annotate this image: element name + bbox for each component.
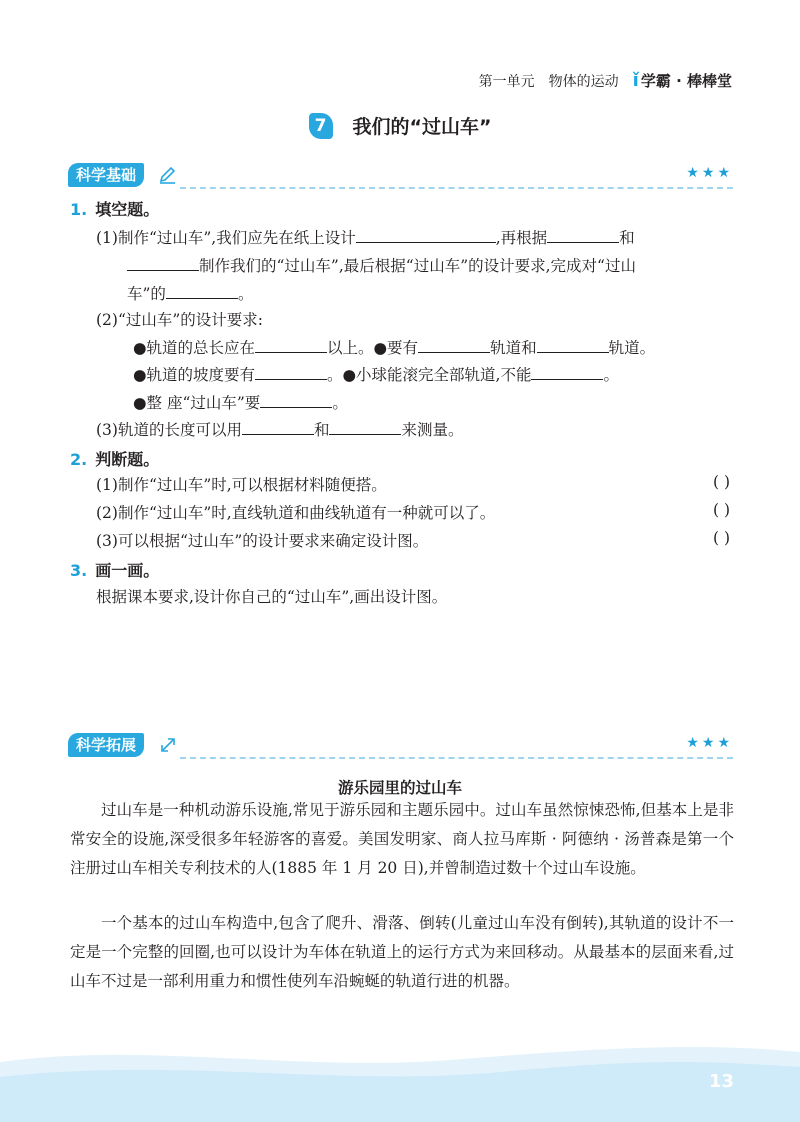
q1-part2-bullet1 bbox=[133, 336, 655, 358]
text: 轨道。 bbox=[608, 339, 656, 357]
q2-item-3: (3)可以根据“过山车”的设计要求来确定设计图。 bbox=[96, 532, 429, 550]
text: ●轨道的总长应在 bbox=[133, 339, 256, 357]
answer-parenthesis[interactable]: ( ) bbox=[712, 501, 730, 519]
chapter-label: 物体的运动 bbox=[548, 73, 619, 90]
brand-logo bbox=[633, 70, 732, 91]
expand-arrows-icon bbox=[158, 735, 178, 755]
q1-part1-line2 bbox=[127, 254, 636, 276]
text: 。 bbox=[332, 394, 348, 412]
reading-title: 游乐园里的过山车 bbox=[337, 779, 462, 797]
text: 车”的 bbox=[127, 285, 166, 303]
answer-parenthesis[interactable]: ( ) bbox=[712, 529, 730, 547]
section-extension-tag: 科学拓展 bbox=[68, 733, 144, 757]
text: (3)轨道的长度可以用 bbox=[96, 421, 242, 439]
difficulty-stars: ★★★ bbox=[686, 735, 733, 751]
lesson-title-row bbox=[0, 112, 800, 139]
question-1-title bbox=[70, 197, 159, 220]
answer-blank[interactable] bbox=[329, 418, 401, 435]
section-basic-tag: 科学基础 bbox=[68, 163, 144, 187]
difficulty-stars: ★★★ bbox=[686, 165, 733, 181]
section-divider bbox=[180, 187, 733, 189]
text: 以上。●要有 bbox=[327, 339, 419, 357]
text: (1)制作“过山车”,我们应先在纸上设计 bbox=[96, 229, 356, 247]
text: 制作我们的“过山车”,最后根据“过山车”的设计要求,完成对“过山 bbox=[199, 257, 636, 275]
unit-label: 第一单元 bbox=[478, 73, 535, 90]
reading-paragraph-1: 过山车是一种机动游乐设施,常见于游乐园和主题乐园中。过山车虽然惊悚恐怖,但基本上是非常安全的设施,深受很多年轻游客的喜爱。美国发明家、商人拉马库斯 · 阿德纳 · 汤普森是第一个注册过山车相关专利技术的人(1885 年 1 月 20 日),并曾制造过数十个过山车设施。 bbox=[70, 801, 734, 877]
text: 。 bbox=[603, 366, 619, 384]
text: 轨道和 bbox=[490, 339, 537, 357]
page-header bbox=[479, 70, 732, 91]
answer-parenthesis[interactable]: ( ) bbox=[712, 473, 730, 491]
section-divider bbox=[180, 757, 733, 759]
answer-blank[interactable] bbox=[166, 282, 238, 299]
answer-blank[interactable] bbox=[127, 254, 199, 271]
text: 来测量。 bbox=[401, 421, 464, 439]
lesson-title: 我们的“过山车” bbox=[352, 116, 492, 138]
text: 。 bbox=[237, 285, 254, 303]
drawing-area[interactable] bbox=[96, 612, 732, 722]
answer-blank[interactable] bbox=[537, 336, 609, 353]
page-number: 13 bbox=[708, 1071, 734, 1092]
question-number: 3. bbox=[70, 561, 88, 580]
q3-instruction: 根据课本要求,设计你自己的“过山车”,画出设计图。 bbox=[96, 588, 448, 606]
section-basic-bar bbox=[68, 163, 733, 189]
q2-item-2: (2)制作“过山车”时,直线轨道和曲线轨道有一种就可以了。 bbox=[96, 504, 496, 522]
text: 。●小球能滚完全部轨道,不能 bbox=[327, 366, 532, 384]
pencil-icon bbox=[158, 165, 178, 185]
q1-part2-bullet3 bbox=[133, 391, 348, 413]
question-heading: 判断题。 bbox=[95, 450, 160, 469]
lesson-number-badge: 7 bbox=[309, 113, 333, 139]
section-extension-bar bbox=[68, 733, 733, 759]
answer-blank[interactable] bbox=[531, 363, 603, 380]
brand-mark-icon: ǐ bbox=[632, 70, 639, 91]
text: 和 bbox=[619, 229, 635, 247]
answer-blank[interactable] bbox=[356, 226, 496, 243]
answer-blank[interactable] bbox=[255, 336, 327, 353]
q1-part3 bbox=[96, 418, 464, 440]
answer-blank[interactable] bbox=[255, 363, 327, 380]
question-number: 1. bbox=[70, 200, 88, 219]
q1-part2-title: (2)“过山车”的设计要求: bbox=[96, 311, 264, 329]
q1-part1-line1 bbox=[96, 226, 635, 248]
answer-blank[interactable] bbox=[418, 336, 490, 353]
question-number: 2. bbox=[70, 450, 88, 469]
text: 和 bbox=[313, 421, 330, 439]
answer-blank[interactable] bbox=[547, 226, 619, 243]
question-heading: 画一画。 bbox=[95, 561, 160, 580]
text: ,再根据 bbox=[495, 229, 548, 247]
reading-paragraph-2: 一个基本的过山车构造中,包含了爬升、滑落、倒转(儿童过山车没有倒转),其轨道的设计不一定是一个完整的回圈,也可以设计为车体在轨道上的运行方式为来回移动。从最基本的层面来看,过山车不过是一部利用重力和惯性使列车沿蜿蜒的轨道行进的机器。 bbox=[70, 914, 734, 990]
question-heading: 填空题。 bbox=[95, 200, 160, 219]
answer-blank[interactable] bbox=[260, 391, 332, 408]
question-3-title bbox=[70, 558, 159, 581]
q1-part2-bullet2 bbox=[133, 363, 619, 385]
q2-item-1: (1)制作“过山车”时,可以根据材料随便搭。 bbox=[96, 476, 387, 494]
footer-wave bbox=[0, 1022, 800, 1122]
text: ●轨道的坡度要有 bbox=[133, 366, 256, 384]
brand-text: 学霸 · 棒棒堂 bbox=[640, 72, 732, 90]
q1-part1-line3 bbox=[127, 282, 253, 304]
question-2-title bbox=[70, 447, 159, 470]
text: ●整 座“过山车”要 bbox=[133, 394, 261, 412]
answer-blank[interactable] bbox=[242, 418, 314, 435]
